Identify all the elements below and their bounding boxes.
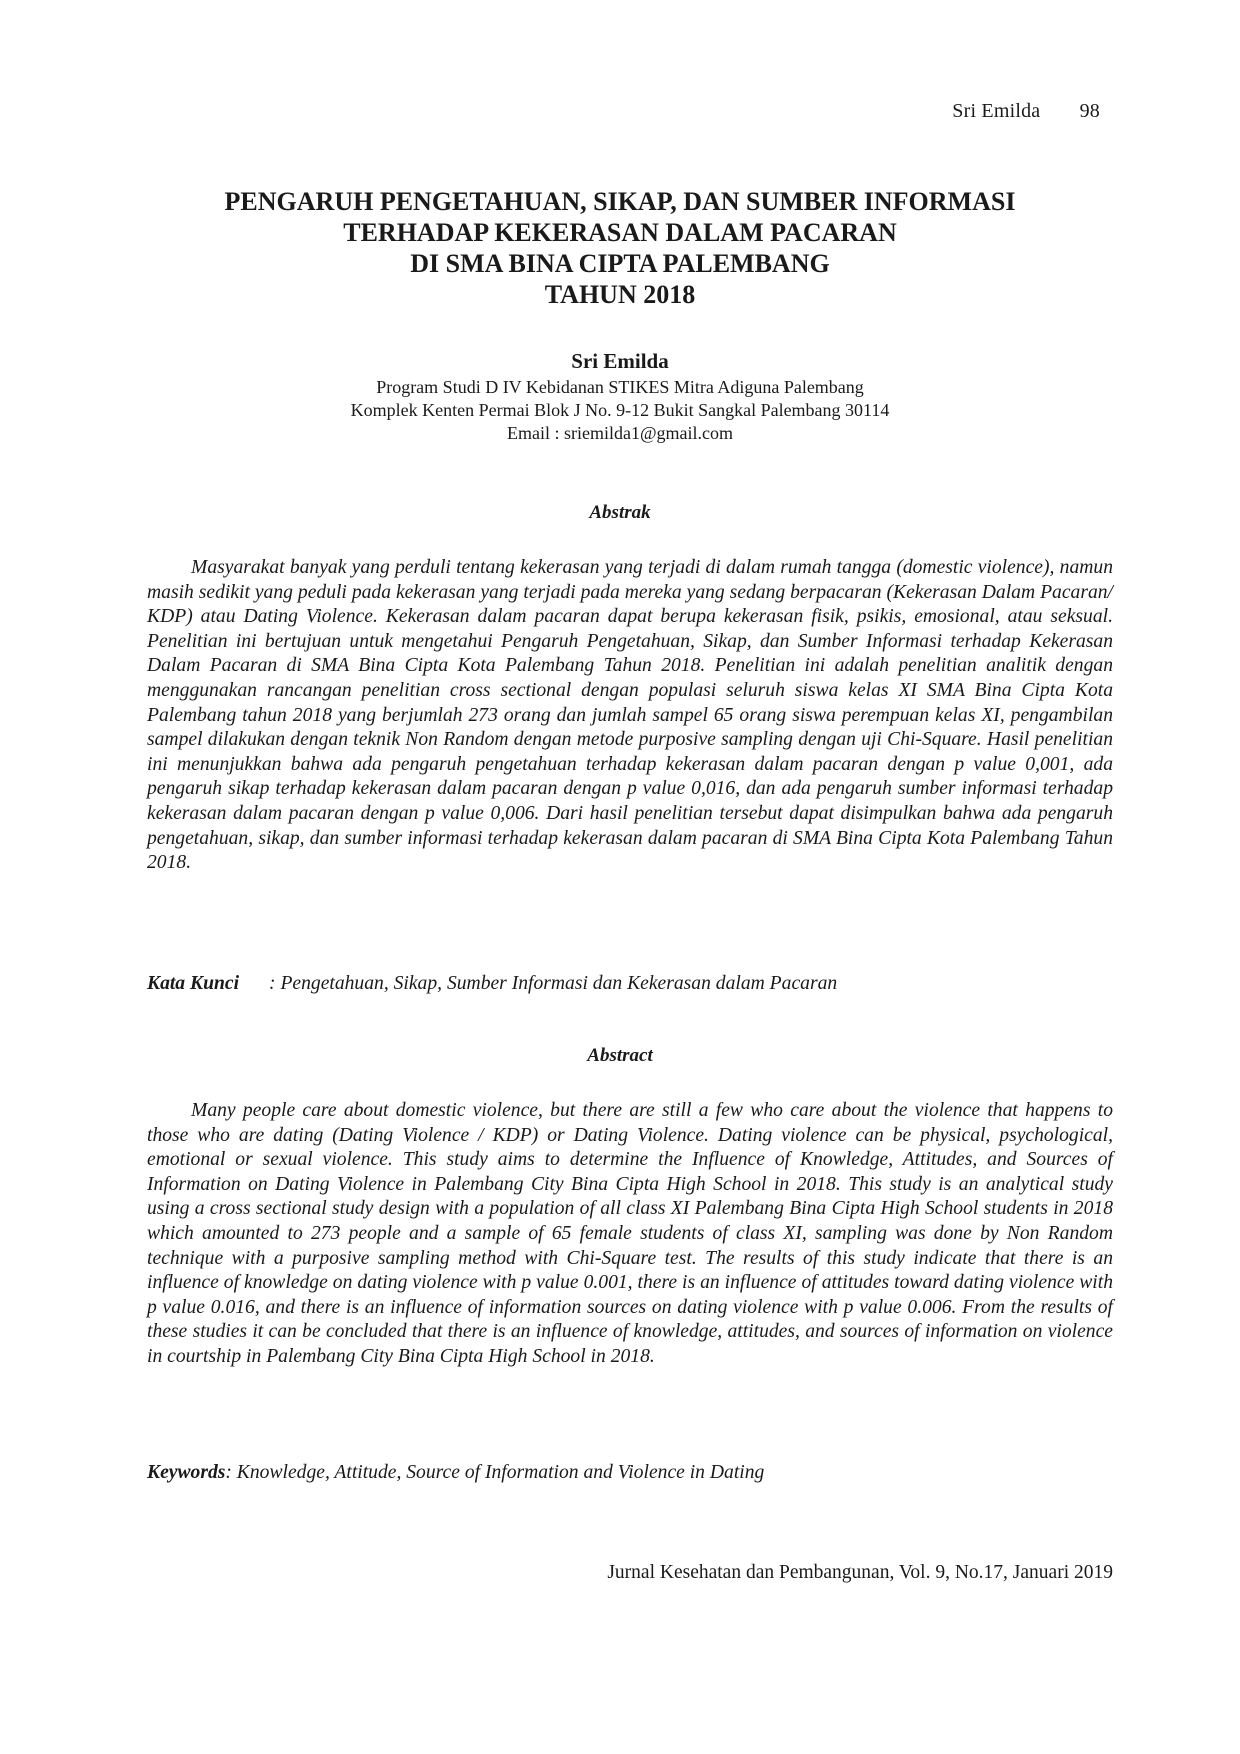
kata-kunci-text: : Pengetahuan, Sikap, Sumber Informasi dan Kekerasan dalam Pacaran	[269, 973, 838, 994]
author-name: Sri Emilda	[571, 349, 669, 373]
title-line: DI SMA BINA CIPTA PALEMBANG	[410, 249, 830, 278]
running-head-author: Sri Emilda	[952, 100, 1041, 122]
author-affiliation: Program Studi D IV Kebidanan STIKES Mitra Adiguna Palembang	[376, 377, 864, 397]
abstrak-text: Masyarakat banyak yang perduli tentang kekerasan yang terjadi di dalam rumah tangga (domestic violence), namun masih sedikit yang peduli pada kekerasan yang terjadi pada mereka yang sedang berpacaran (Kekerasan Dalam Pacaran/ KDP) atau Dating Violence. Kekerasan dalam pacaran dapat berupa kekerasan fisik, psikis, emosional, atau seksual. Penelitian ini bertujuan untuk mengetahui Pengaruh Pengetahuan, Sikap, dan Sumber Informasi terhadap Kekerasan Dalam Pacaran di SMA Bina Cipta Kota Palembang Tahun 2018. Penelitian ini adalah penelitian analitik dengan menggunakan rancangan penelitian cross sectional dengan populasi seluruh siswa kelas XI SMA Bina Cipta Kota Palembang tahun 2018 yang berjumlah 273 orang dan jumlah sampel 65 orang siswa perempuan kelas XI, pengambilan sampel dilakukan dengan teknik Non Random dengan metode purposive sampling dengan uji Chi-Square. Hasil penelitian ini menunjukkan bahwa ada pengaruh pengetahuan terhadap kekerasan dalam pacaran dengan p value 0,001, ada pengaruh sikap terhadap kekerasan dalam pacaran dengan p value 0,016, dan ada pengaruh sumber informasi terhadap kekerasan dalam pacaran dengan p value 0,006. Dari hasil penelitian tersebut dapat disimpulkan bahwa ada pengaruh pengetahuan, sikap, dan sumber informasi terhadap kekerasan dalam pacaran di SMA Bina Cipta Kota Palembang Tahun 2018.	[147, 557, 1113, 874]
running-head	[952, 100, 1100, 123]
journal-footer: Jurnal Kesehatan dan Pembangunan, Vol. 9, No.17, Januari 2019	[607, 1562, 1113, 1583]
kata-kunci-label: Kata Kunci	[147, 973, 240, 994]
page-number: 98	[1079, 100, 1100, 122]
author-address: Komplek Kenten Permai Blok J No. 9-12 Bukit Sangkal Palembang 30114	[350, 400, 890, 420]
kata-kunci	[147, 973, 1113, 995]
keywords-text: : Knowledge, Attitude, Source of Information and Violence in Dating	[225, 1462, 765, 1483]
author-block	[140, 348, 1100, 445]
abstract-heading: Abstract	[587, 1045, 653, 1066]
paper-title	[140, 186, 1100, 310]
keywords-label: Keywords	[147, 1462, 226, 1483]
title-line: PENGARUH PENGETAHUAN, SIKAP, DAN SUMBER INFORMASI	[224, 187, 1016, 216]
abstract-text: Many people care about domestic violence, but there are still a few who care about the violence that happens to those who are dating (Dating Violence / KDP) or Dating Violence. Dating violence can be physical, psychological, emotional or sexual violence. This study aims to determine the Influence of Knowledge, Attitudes, and Sources of Information on Dating Violence in Palembang City Bina Cipta High School in 2018. This study is an analytical study using a cross sectional study design with a population of all class XI Palembang Bina Cipta High School students in 2018 which amounted to 273 people and a sample of 65 female students of class XI, sampling was done by Non Random technique with a purposive sampling method with Chi-Square test. The results of this study indicate that there is an influence of knowledge on dating violence with p value 0.001, there is an influence of attitudes toward dating violence with p value 0.016, and there is an influence of information sources on dating violence with p value 0.006. From the results of these studies it can be concluded that there is an influence of knowledge, attitudes, and sources of information on violence in courtship in Palembang City Bina Cipta High School in 2018.	[147, 1100, 1113, 1367]
keywords	[147, 1462, 1113, 1484]
author-email: Email : sriemilda1@gmail.com	[506, 423, 734, 443]
title-line: TAHUN 2018	[544, 280, 696, 309]
title-line: TERHADAP KEKERASAN DALAM PACARAN	[343, 218, 897, 247]
abstrak-heading: Abstrak	[589, 502, 651, 523]
